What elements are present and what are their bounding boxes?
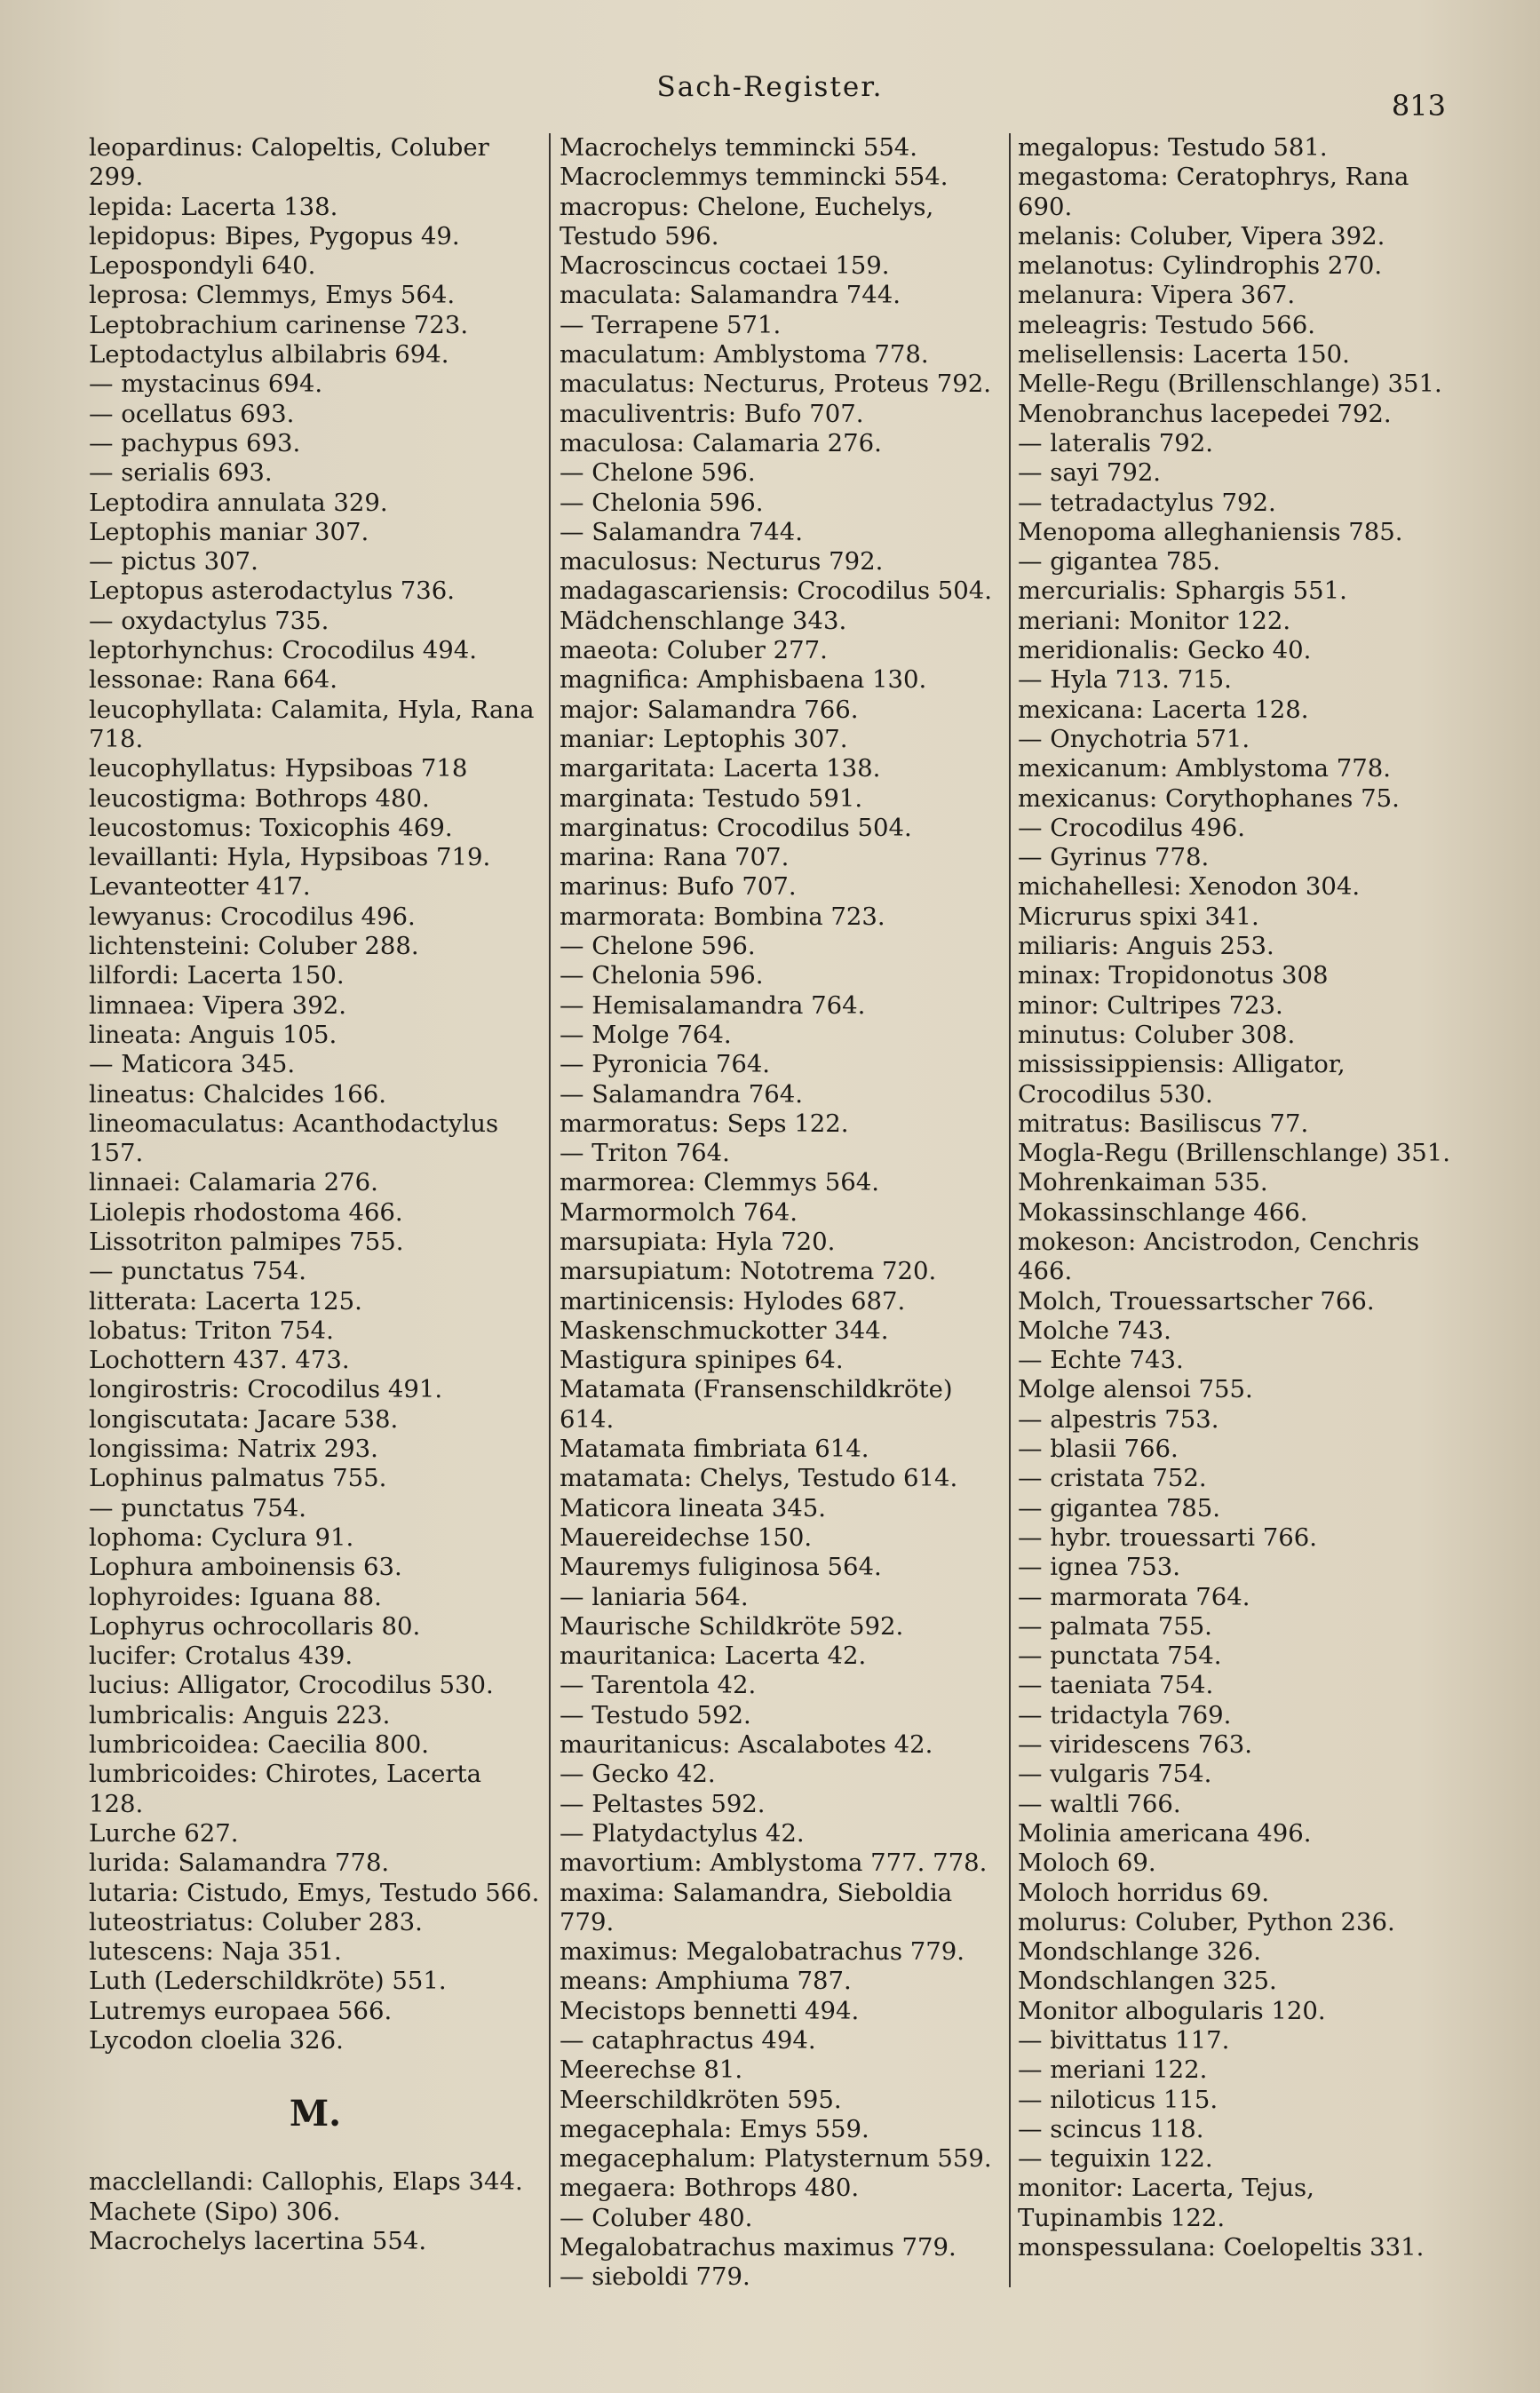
index-entry: — Terrapene 571. <box>560 310 782 339</box>
index-entry: — pachypus 693. <box>89 428 301 457</box>
index-entry: Mecistops bennetti 494. <box>560 1996 860 2025</box>
index-entry: miliaris: Anguis 253. <box>1018 932 1274 961</box>
index-entry: macclellandi: Callophis, Elaps 344. <box>89 2167 523 2197</box>
index-entry: mitratus: Basiliscus 77. <box>1018 1109 1309 1138</box>
index-column-3 <box>1018 133 1453 2262</box>
index-entry: Lissotriton palmipes 755. <box>89 1227 404 1256</box>
index-entry: mexicana: Lacerta 128. <box>1018 695 1309 724</box>
index-entry: — tridactyla 769. <box>1018 1700 1232 1729</box>
index-entry: Lochottern 437. 473. <box>89 1346 350 1375</box>
index-entry: Luth (Lederschildkröte) 551. <box>89 1967 447 1996</box>
index-entry: marmoratus: Seps 122. <box>560 1109 849 1138</box>
index-entry: — punctatus 754. <box>89 1493 306 1522</box>
index-entry: maeota: Coluber 277. <box>560 636 828 665</box>
column-divider <box>549 133 551 2287</box>
index-entry: — marmorata 764. <box>1018 1582 1250 1611</box>
index-entry: lichtensteini: Coluber 288. <box>89 932 419 961</box>
index-entry: magnifica: Amphisbaena 130. <box>560 665 927 695</box>
index-entry: — punctatus 754. <box>89 1257 306 1286</box>
index-entry: Moloch 69. <box>1018 1848 1156 1878</box>
index-entry: — Chelonia 596. <box>560 488 764 517</box>
index-entry: — oxydactylus 735. <box>89 606 329 635</box>
index-column-2 <box>560 133 1002 2293</box>
index-entry: leucostomus: Toxicophis 469. <box>89 813 453 842</box>
index-entry: limnaea: Vipera 392. <box>89 990 347 1020</box>
index-column-1 <box>89 133 542 2256</box>
index-entry: lophyroides: Iguana 88. <box>89 1582 382 1611</box>
index-entry: — pictus 307. <box>89 547 258 576</box>
index-entry: Macrochelys lacertina 554. <box>89 2226 427 2255</box>
index-entry: mexicanum: Amblystoma 778. <box>1018 754 1391 783</box>
index-entry: Leptobrachium carinense 723. <box>89 310 469 339</box>
index-entry: — viridescens 763. <box>1018 1730 1252 1760</box>
index-entry: mauritanicus: Ascalabotes 42. <box>560 1730 933 1760</box>
index-entry: monspessulana: Coelopeltis 331. <box>1018 2233 1425 2262</box>
index-entry: megaera: Bothrops 480. <box>560 2174 860 2203</box>
index-entry: Megalobatrachus maximus 779. <box>560 2233 957 2262</box>
index-entry: — Peltastes 592. <box>560 1789 766 1818</box>
index-entry: maxima: Salamandra, Sieboldia 779. <box>560 1878 953 1936</box>
index-entry: Mohrenkaiman 535. <box>1018 1168 1268 1197</box>
index-entry: michahellesi: Xenodon 304. <box>1018 872 1361 902</box>
index-entry: — tetradactylus 792. <box>1018 488 1276 517</box>
running-header: Sach-Register. <box>656 71 884 103</box>
index-entry: maculatum: Amblystoma 778. <box>560 340 929 370</box>
index-entry: — Onychotria 571. <box>1018 724 1250 753</box>
index-entry: — Testudo 592. <box>560 1700 751 1729</box>
index-entry: — scincus 118. <box>1018 2114 1204 2143</box>
index-entry: macropus: Chelone, Euchelys, Testudo 596. <box>560 192 934 250</box>
index-entry: maculatus: Necturus, Proteus 792. <box>560 370 991 399</box>
index-entry: — sieboldi 779. <box>560 2262 750 2292</box>
index-entry: mercurialis: Sphargis 551. <box>1018 576 1347 606</box>
index-entry: — Echte 743. <box>1018 1346 1184 1375</box>
index-entry: melanotus: Cylindrophis 270. <box>1018 251 1383 281</box>
index-entry: maximus: Megalobatrachus 779. <box>560 1937 964 1967</box>
index-entry: Meerechse 81. <box>560 2055 743 2085</box>
index-entry: — cristata 752. <box>1018 1464 1207 1493</box>
index-entry: Macrochelys temmincki 554. <box>560 133 918 162</box>
index-entry: marmorea: Clemmys 564. <box>560 1168 879 1197</box>
index-entry: lineata: Anguis 105. <box>89 1020 337 1049</box>
index-entry: Molch, Trouessartscher 766. <box>1018 1286 1375 1316</box>
index-entry: — laniaria 564. <box>560 1582 749 1611</box>
index-entry: Moloch horridus 69. <box>1018 1878 1270 1907</box>
index-entry: levaillanti: Hyla, Hypsiboas 719. <box>89 843 491 872</box>
index-entry: Lophura amboinensis 63. <box>89 1553 402 1582</box>
index-entry: maculosus: Necturus 792. <box>560 547 884 576</box>
index-entry: Matamata fimbriata 614. <box>560 1435 869 1464</box>
index-entry: Maskenschmuckotter 344. <box>560 1316 889 1345</box>
index-entry: minor: Cultripes 723. <box>1018 990 1283 1020</box>
index-entry: — Tarentola 42. <box>560 1671 757 1700</box>
index-entry: mokeson: Ancistrodon, Cenchris 466. <box>1018 1227 1420 1286</box>
index-entry: Mastigura spinipes 64. <box>560 1346 844 1375</box>
index-entry: lewyanus: Crocodilus 496. <box>89 902 416 931</box>
index-entry: Molge alensoi 755. <box>1018 1375 1253 1404</box>
index-entry: Mauremys fuliginosa 564. <box>560 1553 882 1582</box>
index-entry: — Gecko 42. <box>560 1760 716 1789</box>
index-entry: — gigantea 785. <box>1018 547 1221 576</box>
index-entry: Lepospondyli 640. <box>89 251 316 281</box>
index-entry: leptorhynchus: Crocodilus 494. <box>89 636 478 665</box>
index-entry: — punctata 754. <box>1018 1642 1222 1671</box>
index-entry: linnaei: Calamaria 276. <box>89 1168 378 1197</box>
index-entry: lessonae: Rana 664. <box>89 665 338 695</box>
index-entry: Marmormolch 764. <box>560 1197 798 1227</box>
index-entry: melanura: Vipera 367. <box>1018 281 1296 310</box>
index-entry: — niloticus 115. <box>1018 2085 1219 2114</box>
index-entry: — Triton 764. <box>560 1139 730 1168</box>
index-entry: maculiventris: Bufo 707. <box>560 399 864 428</box>
index-entry: — waltli 766. <box>1018 1789 1181 1818</box>
index-entry: lepida: Lacerta 138. <box>89 192 338 221</box>
index-entry: Maticora lineata 345. <box>560 1493 827 1522</box>
index-entry: leucophyllatus: Hypsiboas 718 <box>89 754 468 783</box>
index-entry: — ignea 753. <box>1018 1553 1180 1582</box>
index-entry: megacephala: Emys 559. <box>560 2114 869 2143</box>
index-entry: molurus: Coluber, Python 236. <box>1018 1907 1395 1936</box>
page-number: 813 <box>1391 89 1446 123</box>
index-entry: leopardinus: Calopeltis, Coluber 299. <box>89 133 489 192</box>
index-entry: Machete (Sipo) 306. <box>89 2197 341 2226</box>
index-entry: — Coluber 480. <box>560 2203 753 2232</box>
index-entry: Matamata (Fransenschildkröte) 614. <box>560 1375 953 1434</box>
index-entry: — teguixin 122. <box>1018 2144 1213 2174</box>
column-divider <box>1009 133 1011 2287</box>
index-entry: lilfordi: Lacerta 150. <box>89 961 345 990</box>
index-entry: marsupiata: Hyla 720. <box>560 1227 836 1256</box>
index-entry: leucostigma: Bothrops 480. <box>89 783 430 813</box>
index-entry: — cataphractus 494. <box>560 2026 816 2055</box>
index-entry: mavortium: Amblystoma 777. 778. <box>560 1848 988 1878</box>
index-entry: Maurische Schildkröte 592. <box>560 1611 904 1641</box>
index-entry: Lophyrus ochrocollaris 80. <box>89 1611 421 1641</box>
index-entry: melisellensis: Lacerta 150. <box>1018 340 1350 370</box>
index-entry: — Crocodilus 496. <box>1018 813 1245 842</box>
index-entry: leprosa: Clemmys, Emys 564. <box>89 281 456 310</box>
index-entry: Macroscincus coctaei 159. <box>560 251 890 281</box>
index-entry: — bivittatus 117. <box>1018 2026 1230 2055</box>
index-entry: — Hemisalamandra 764. <box>560 990 866 1020</box>
index-entry: lutaria: Cistudo, Emys, Testudo 566. <box>89 1878 540 1907</box>
index-entry: — alpestris 753. <box>1018 1404 1219 1434</box>
index-entry: — sayi 792. <box>1018 458 1162 488</box>
index-entry: minutus: Coluber 308. <box>1018 1020 1296 1049</box>
index-entry: marina: Rana 707. <box>560 843 790 872</box>
index-entry: — hybr. trouessarti 766. <box>1018 1522 1318 1552</box>
index-entry: — Molge 764. <box>560 1020 732 1049</box>
index-entry: marginatus: Crocodilus 504. <box>560 813 912 842</box>
index-entry: — meriani 122. <box>1018 2055 1208 2085</box>
index-entry: lutescens: Naja 351. <box>89 1937 342 1967</box>
index-entry: — taeniata 754. <box>1018 1671 1214 1700</box>
index-entry: marinus: Bufo 707. <box>560 872 797 902</box>
index-entry: Leptodactylus albilabris 694. <box>89 340 449 370</box>
index-entry: Leptophis maniar 307. <box>89 517 369 546</box>
index-entry: — Salamandra 764. <box>560 1079 803 1109</box>
index-entry: Macroclemmys temmincki 554. <box>560 163 949 192</box>
index-entry: lineatus: Chalcides 166. <box>89 1079 386 1109</box>
index-entry: lineomaculatus: Acanthodactylus 157. <box>89 1109 499 1168</box>
index-entry: Mokassinschlange 466. <box>1018 1197 1308 1227</box>
index-entry: — Chelonia 596. <box>560 961 764 990</box>
index-entry: Lutremys europaea 566. <box>89 1996 393 2025</box>
index-entry: — lateralis 792. <box>1018 428 1213 457</box>
index-entry: lobatus: Triton 754. <box>89 1316 334 1345</box>
index-entry: mauritanica: Lacerta 42. <box>560 1642 867 1671</box>
index-entry: Meerschildkröten 595. <box>560 2085 842 2114</box>
index-entry: lucius: Alligator, Crocodilus 530. <box>89 1671 494 1700</box>
index-entry: longissima: Natrix 293. <box>89 1435 378 1464</box>
index-entry: litterata: Lacerta 125. <box>89 1286 362 1316</box>
index-entry: megacephalum: Platysternum 559. <box>560 2144 992 2174</box>
index-entry: — ocellatus 693. <box>89 399 295 428</box>
index-entry: Levanteotter 417. <box>89 872 311 902</box>
index-entry: — palmata 755. <box>1018 1611 1212 1641</box>
index-entry: marsupiatum: Nototrema 720. <box>560 1257 937 1286</box>
index-entry: madagascariensis: Crocodilus 504. <box>560 576 993 606</box>
letter-heading: M. <box>289 2093 342 2135</box>
index-entry: longiscutata: Jacare 538. <box>89 1404 399 1434</box>
index-entry: — gigantea 785. <box>1018 1493 1221 1522</box>
index-entry: marmorata: Bombina 723. <box>560 902 885 931</box>
index-entry: leucophyllata: Calamita, Hyla, Rana 718. <box>89 695 535 753</box>
index-entry: Monitor albogularis 120. <box>1018 1996 1326 2025</box>
index-entry: Melle-Regu (Brillenschlange) 351. <box>1018 370 1442 399</box>
index-entry: Mädchenschlange 343. <box>560 606 847 635</box>
index-entry: Mondschlange 326. <box>1018 1937 1262 1967</box>
index-entry: — blasii 766. <box>1018 1435 1179 1464</box>
index-entry: Leptopus asterodactylus 736. <box>89 576 456 606</box>
index-entry: — Chelone 596. <box>560 458 756 488</box>
index-entry: — Hyla 713. 715. <box>1018 665 1232 695</box>
index-entry: Leptodira annulata 329. <box>89 488 388 517</box>
index-entry: meleagris: Testudo 566. <box>1018 310 1315 339</box>
index-entry: means: Amphiuma 787. <box>560 1967 852 1996</box>
index-entry: Lophinus palmatus 755. <box>89 1464 387 1493</box>
index-entry: megastoma: Ceratophrys, Rana 690. <box>1018 163 1409 221</box>
index-entry: Menobranchus lacepedei 792. <box>1018 399 1392 428</box>
index-entry: Mogla-Regu (Brillenschlange) 351. <box>1018 1139 1450 1168</box>
index-entry: marginata: Testudo 591. <box>560 783 863 813</box>
index-entry: Lycodon cloelia 326. <box>89 2026 344 2055</box>
index-entry: lurida: Salamandra 778. <box>89 1848 390 1878</box>
index-entry: Molinia americana 496. <box>1018 1818 1312 1848</box>
index-entry: — Maticora 345. <box>89 1050 296 1079</box>
index-entry: — Gyrinus 778. <box>1018 843 1210 872</box>
index-entry: longirostris: Crocodilus 491. <box>89 1375 443 1404</box>
index-entry: luteostriatus: Coluber 283. <box>89 1907 423 1936</box>
index-entry: Micrurus spixi 341. <box>1018 902 1259 931</box>
index-entry: lucifer: Crotalus 439. <box>89 1642 353 1671</box>
index-entry: matamata: Chelys, Testudo 614. <box>560 1464 958 1493</box>
index-entry: lumbricoides: Chirotes, Lacerta 128. <box>89 1760 481 1818</box>
index-entry: Liolepis rhodostoma 466. <box>89 1197 403 1227</box>
index-entry: — Platydactylus 42. <box>560 1818 805 1848</box>
index-entry: — Salamandra 744. <box>560 517 803 546</box>
index-entry: meriani: Monitor 122. <box>1018 606 1291 635</box>
index-entry: — Pyronicia 764. <box>560 1050 771 1079</box>
index-entry: minax: Tropidonotus 308 <box>1018 961 1329 990</box>
index-entry: monitor: Lacerta, Tejus, Tupinambis 122. <box>1018 2174 1314 2232</box>
index-entry: lepidopus: Bipes, Pygopus 49. <box>89 221 460 250</box>
index-entry: — serialis 693. <box>89 458 273 488</box>
index-entry: mississippiensis: Alligator, Crocodilus 530. <box>1018 1050 1346 1109</box>
index-entry: martinicensis: Hylodes 687. <box>560 1286 906 1316</box>
index-entry: mexicanus: Corythophanes 75. <box>1018 783 1400 813</box>
index-entry: Mauereidechse 150. <box>560 1522 813 1552</box>
index-entry: margaritata: Lacerta 138. <box>560 754 881 783</box>
index-entry: maniar: Leptophis 307. <box>560 724 848 753</box>
index-entry: lumbricalis: Anguis 223. <box>89 1700 391 1729</box>
index-entry: lophoma: Cyclura 91. <box>89 1522 354 1552</box>
index-entry: — vulgaris 754. <box>1018 1760 1212 1789</box>
index-entry: maculosa: Calamaria 276. <box>560 428 882 457</box>
index-entry: Molche 743. <box>1018 1316 1171 1345</box>
index-entry: melanis: Coluber, Vipera 392. <box>1018 221 1385 250</box>
index-entry: megalopus: Testudo 581. <box>1018 133 1328 162</box>
index-entry: meridionalis: Gecko 40. <box>1018 636 1312 665</box>
index-entry: Mondschlangen 325. <box>1018 1967 1277 1996</box>
index-entry: — mystacinus 694. <box>89 370 323 399</box>
index-entry: maculata: Salamandra 744. <box>560 281 901 310</box>
index-entry: Menopoma alleghaniensis 785. <box>1018 517 1403 546</box>
index-entry: — Chelone 596. <box>560 932 756 961</box>
index-entry: Lurche 627. <box>89 1818 239 1848</box>
index-entry: lumbricoidea: Caecilia 800. <box>89 1730 430 1760</box>
index-entry: major: Salamandra 766. <box>560 695 859 724</box>
